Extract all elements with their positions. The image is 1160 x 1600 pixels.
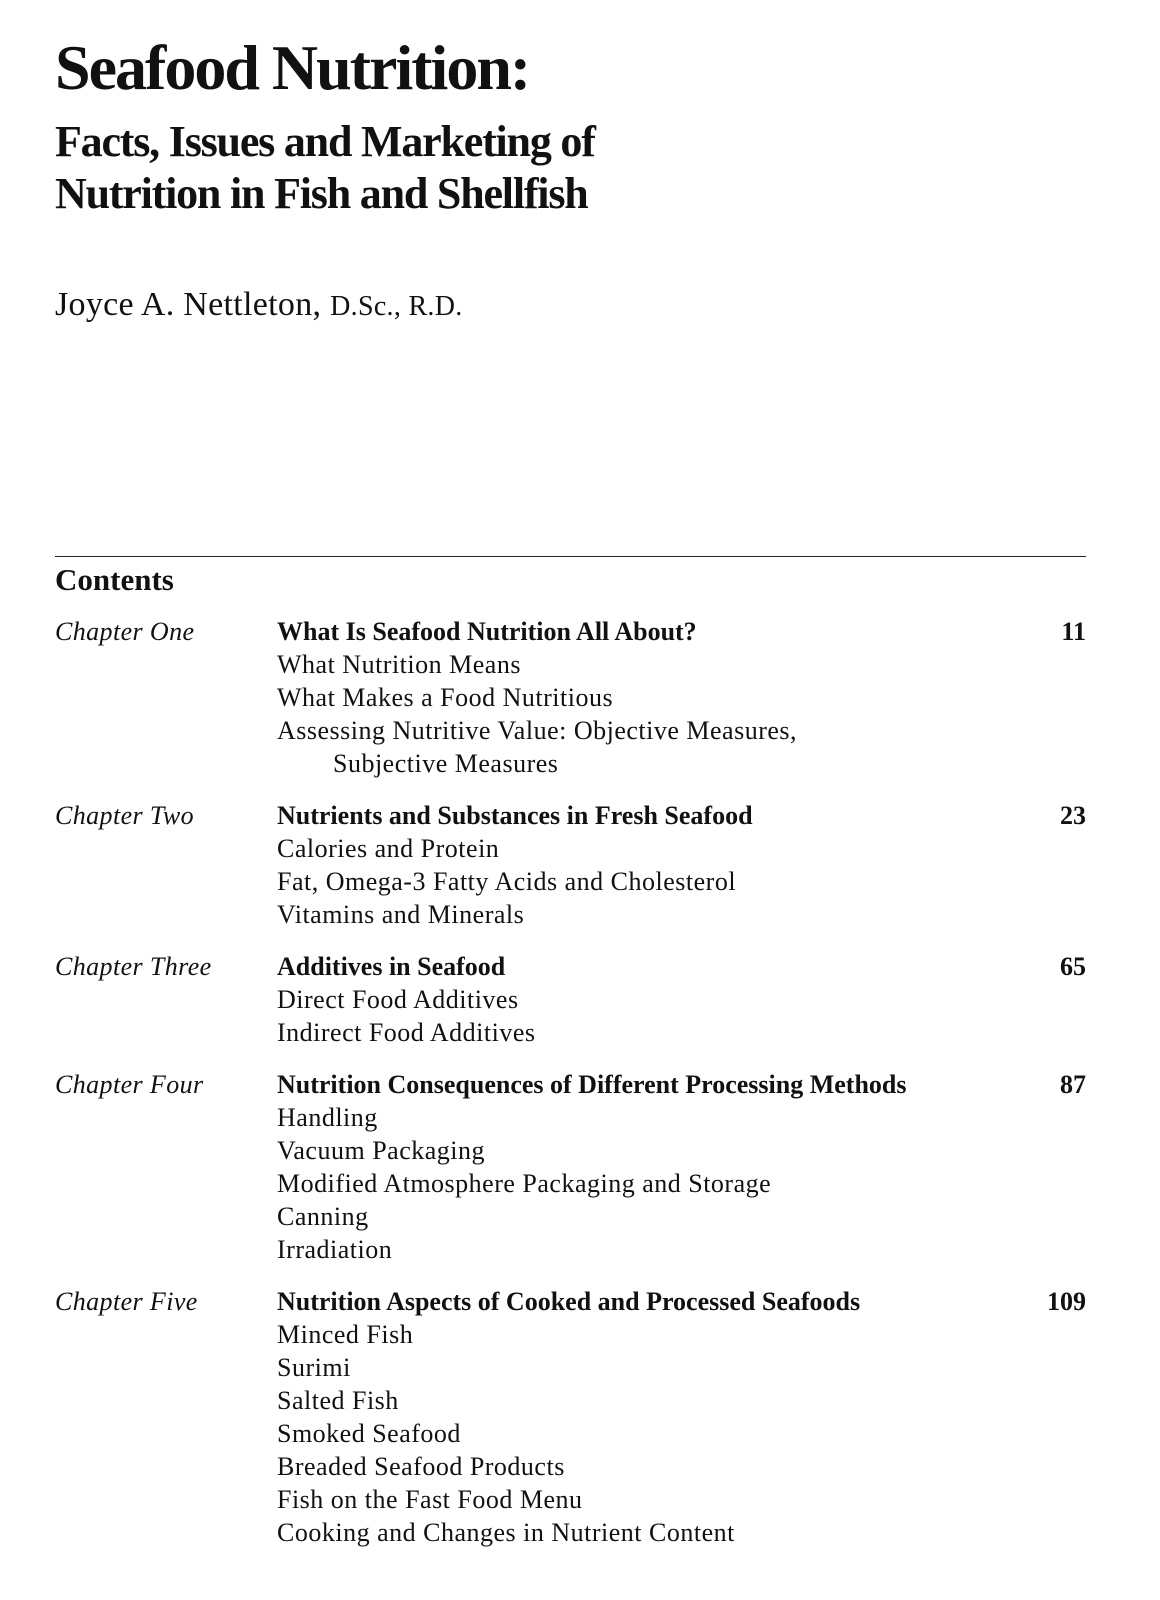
chapter-one-entry	[55, 615, 1086, 780]
chapter-title: What Is Seafood Nutrition All About?	[277, 617, 697, 646]
chapter-topic: Cooking and Changes in Nutrient Content	[277, 1518, 735, 1547]
author-credentials: D.Sc., R.D.	[330, 291, 463, 322]
chapter-topic: Smoked Seafood	[277, 1419, 461, 1448]
chapter-topic: Handling	[277, 1103, 378, 1132]
chapter-label: Chapter Two	[55, 801, 194, 830]
contents-divider	[55, 556, 1086, 557]
table-of-contents	[55, 615, 1086, 1568]
book-title: Seafood Nutrition:	[55, 32, 530, 103]
chapter-topic: What Nutrition Means	[277, 650, 521, 679]
chapter-topic: What Makes a Food Nutritious	[277, 683, 614, 712]
chapter-topic: Fat, Omega-3 Fatty Acids and Cholesterol	[277, 867, 737, 896]
contents-heading: Contents	[55, 562, 174, 597]
chapter-three-entry	[55, 950, 1086, 1049]
chapter-topic: Calories and Protein	[277, 834, 500, 863]
chapter-header-row	[55, 1285, 1086, 1318]
chapter-label: Chapter Five	[55, 1287, 198, 1316]
chapter-topic: Vitamins and Minerals	[277, 900, 525, 929]
chapter-header-row	[55, 799, 1086, 832]
chapter-topic: Assessing Nutritive Value: Objective Measures,	[277, 716, 798, 745]
chapter-title: Nutrients and Substances in Fresh Seafood	[277, 801, 753, 830]
chapter-topic: Vacuum Packaging	[277, 1136, 486, 1165]
chapter-topic: Surimi	[277, 1353, 351, 1382]
author-line	[55, 286, 463, 324]
chapter-topic: Irradiation	[277, 1235, 393, 1264]
chapter-page-number: 23	[1060, 801, 1086, 830]
chapter-label: Chapter Three	[55, 952, 212, 981]
chapter-topic-continuation: Subjective Measures	[333, 749, 559, 778]
chapter-header-row	[55, 615, 1086, 648]
chapter-header-row	[55, 1068, 1086, 1101]
book-subtitle-line-1: Facts, Issues and Marketing of	[55, 117, 595, 166]
chapter-topic: Fish on the Fast Food Menu	[277, 1485, 583, 1514]
chapter-topic: Modified Atmosphere Packaging and Storage	[277, 1169, 772, 1198]
chapter-page-number: 87	[1060, 1070, 1086, 1099]
chapter-topic: Salted Fish	[277, 1386, 399, 1415]
chapter-page-number: 11	[1061, 617, 1086, 646]
chapter-topic: Breaded Seafood Products	[277, 1452, 565, 1481]
chapter-title: Nutrition Consequences of Different Processing Methods	[277, 1070, 907, 1099]
author-name: Joyce A. Nettleton,	[55, 286, 322, 323]
chapter-header-row	[55, 950, 1086, 983]
book-subtitle-line-2: Nutrition in Fish and Shellfish	[55, 169, 588, 218]
chapter-four-entry	[55, 1068, 1086, 1266]
chapter-five-entry	[55, 1285, 1086, 1549]
chapter-label: Chapter One	[55, 617, 195, 646]
chapter-page-number: 109	[1047, 1287, 1086, 1316]
chapter-two-entry	[55, 799, 1086, 931]
chapter-topic: Minced Fish	[277, 1320, 414, 1349]
chapter-topic: Canning	[277, 1202, 369, 1231]
chapter-topic: Direct Food Additives	[277, 985, 519, 1014]
chapter-label: Chapter Four	[55, 1070, 204, 1099]
chapter-topic: Indirect Food Additives	[277, 1018, 536, 1047]
chapter-page-number: 65	[1060, 952, 1086, 981]
chapter-title: Nutrition Aspects of Cooked and Processed Seafoods	[277, 1287, 861, 1316]
chapter-title: Additives in Seafood	[277, 952, 506, 981]
